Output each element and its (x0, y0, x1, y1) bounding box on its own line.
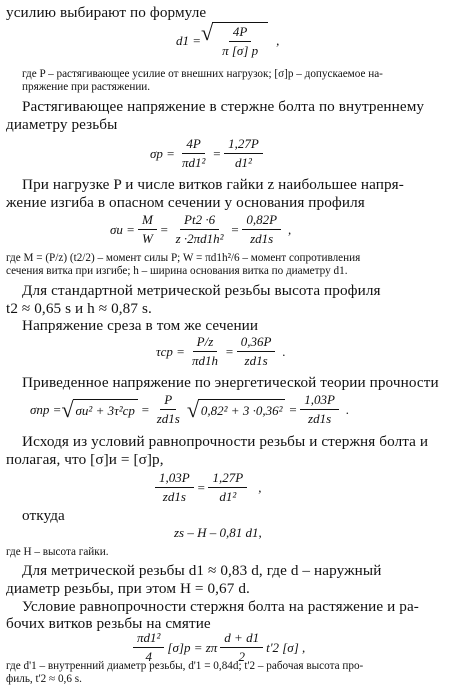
note-line: филь, t'2 ≈ 0,6 s. (6, 673, 82, 685)
formula-nut-height (174, 525, 262, 541)
note-line: пряжение при растяжении. (22, 81, 151, 93)
formula-tail: t'2 [σ] , (266, 639, 306, 655)
equals-sign: = (212, 145, 222, 161)
paragraph-line: диаметр резьбы, при этом H = 0,67 d. (6, 580, 250, 597)
formula-punctuation: . (282, 343, 286, 359)
fraction (138, 212, 157, 247)
fraction-numerator: 1,27P (208, 470, 247, 488)
fraction-numerator: 4P (182, 136, 204, 154)
paragraph-line: Напряжение среза в том же сечении (22, 317, 259, 334)
fraction-denominator: πd1h (191, 353, 218, 368)
paragraph-line: Исходя из условий равнопрочности резьбы и стержня болта и (22, 433, 429, 450)
fraction-numerator: 0,82P (242, 212, 281, 230)
fraction (242, 212, 281, 247)
radical (61, 396, 137, 422)
fraction (188, 334, 222, 369)
fraction-numerator: d + d1 (220, 630, 263, 648)
fraction (155, 470, 194, 505)
paragraph-line: t2 ≈ 0,65 s и h ≈ 0,87 s. (6, 300, 152, 317)
radical-sign-icon: √ (61, 396, 74, 422)
fraction (237, 334, 276, 369)
formula-lhs: σp = (150, 145, 175, 161)
paragraph-line: жение изгиба в опасном сечении у основания профиля (6, 194, 365, 211)
radicand: σи² + 3τ²ср (73, 399, 138, 421)
radical-sign-icon: √ (186, 396, 199, 422)
paragraph-line: При нагрузке P и числе витков гайки z наибольшее напря- (22, 176, 404, 193)
fraction (218, 24, 262, 59)
fraction-numerator: P (160, 392, 176, 410)
radicand: 0,82² + 3 ·0,36² (198, 399, 286, 421)
fraction-denominator: zd1s (156, 411, 180, 426)
fraction-denominator: d1² (235, 155, 252, 170)
formula-middle: [σ]p = zπ (167, 639, 218, 655)
paragraph-line: усилию выбирают по формуле (6, 4, 207, 21)
formula-reduced-stress: σпр = √ σи² + 3τ²ср = $\frac{P}{zd1s}$ √ 0,82² + 3 ·0,36² = $\frac{1,03P}{zd1s}$ . (30, 392, 350, 426)
fraction-numerator: 1,03P (300, 392, 339, 410)
fraction (178, 136, 209, 171)
fraction-numerator: 4P (229, 24, 251, 42)
formula-equal-strength: $\frac{1,03P}{zd1s}$ = $\frac{1,27P}{\text{d1²}}$ , (152, 470, 261, 505)
fraction-denominator: z ·2πd1h² (175, 231, 224, 246)
formula-punctuation: , (288, 221, 292, 237)
fraction-numerator: 0,36P (237, 334, 276, 352)
note-line: где P – растягивающее усилие от внешних нагрузок; [σ]p – допускаемое на- (22, 68, 383, 80)
paragraph-line: бочих витков резьбы на смятие (6, 615, 211, 632)
fraction-numerator: πd1² (133, 630, 164, 648)
fraction (153, 392, 184, 427)
radical-sign-icon: √ (201, 20, 214, 45)
formula-punctuation: . (345, 401, 350, 417)
formula-punctuation: , (258, 479, 262, 495)
fraction-denominator: zd1s (244, 353, 268, 368)
radical (201, 22, 268, 59)
paragraph-line: Условие равнопрочности стержня болта на растяжение и ра- (22, 598, 419, 615)
fraction-numerator: 1,27P (224, 136, 263, 154)
paragraph-line: полагая, что [σ]и = [σ]p, (6, 451, 164, 468)
note-line: где H – высота гайки. (6, 546, 109, 558)
fraction-denominator: zd1s (162, 489, 186, 504)
formula-shear-stress: τср = $\frac{P/z}{\pi d1h}$ = $\frac{0,36P}{zd1s}$ . (156, 334, 286, 368)
paragraph-line: Приведенное напряжение по энергетической теории прочности (22, 374, 439, 391)
formula-lhs: σи = (110, 221, 135, 237)
paragraph-line: Для стандартной метрической резьбы высота профиля (22, 282, 381, 299)
fraction-numerator: Pt2 ·6 (180, 212, 219, 230)
formula-text: zs – H – 0,81 d1, (174, 525, 262, 540)
formula-bending-stress: σи = $\frac{M}{W}$ = $\frac{Pt2 \cdot 6}{\text{z ·2πd1h²}}$ = $\frac{0,82P}{zd1s}$ , (110, 212, 292, 246)
formula-lhs: σпр = (30, 401, 62, 417)
fraction (208, 470, 247, 505)
formula-lhs: d1 = (176, 32, 202, 48)
note-line: сечения витка при изгибе; h – ширина основания витка по диаметру d1. (6, 265, 348, 277)
fraction-denominator: πd1² (181, 155, 206, 170)
fraction-denominator: W (141, 231, 153, 246)
paragraph-line: диаметру резьбы (6, 116, 118, 133)
formula-tensile-stress (150, 136, 266, 171)
fraction (224, 136, 263, 171)
formula-punctuation: , (276, 32, 280, 48)
fraction (172, 212, 228, 247)
fraction (300, 392, 339, 427)
paragraph-line: Для метрической резьбы d1 ≈ 0,83 d, где d – наружный (22, 562, 382, 579)
fraction-numerator: P/z (193, 334, 218, 352)
fraction-denominator: π [σ] p (222, 43, 259, 58)
note-line: где M = (P/z) (t2/2) – момент силы P; W = πd1h²/6 – момент сопротивления (6, 252, 361, 264)
fraction-numerator: 1,03P (155, 470, 194, 488)
note-line: где d'1 – внутренний диаметр резьбы, d'1 = 0,84d; t'2 – рабочая высота про- (6, 660, 364, 672)
fraction-denominator: zd1s (250, 231, 274, 246)
fraction-denominator: d1² (219, 489, 237, 504)
fraction-denominator: zd1s (308, 411, 332, 426)
formula-bolt-diameter (176, 22, 279, 59)
paragraph-line: Растягивающее напряжение в стержне болта по внутреннему (22, 98, 425, 115)
fraction-denominator: 2 (238, 649, 245, 664)
formula-lhs: τср = (156, 343, 185, 359)
fraction-denominator: 4 (145, 649, 152, 664)
radical (186, 396, 286, 422)
paragraph-line: откуда (22, 507, 65, 524)
fraction-numerator: M (138, 212, 157, 230)
